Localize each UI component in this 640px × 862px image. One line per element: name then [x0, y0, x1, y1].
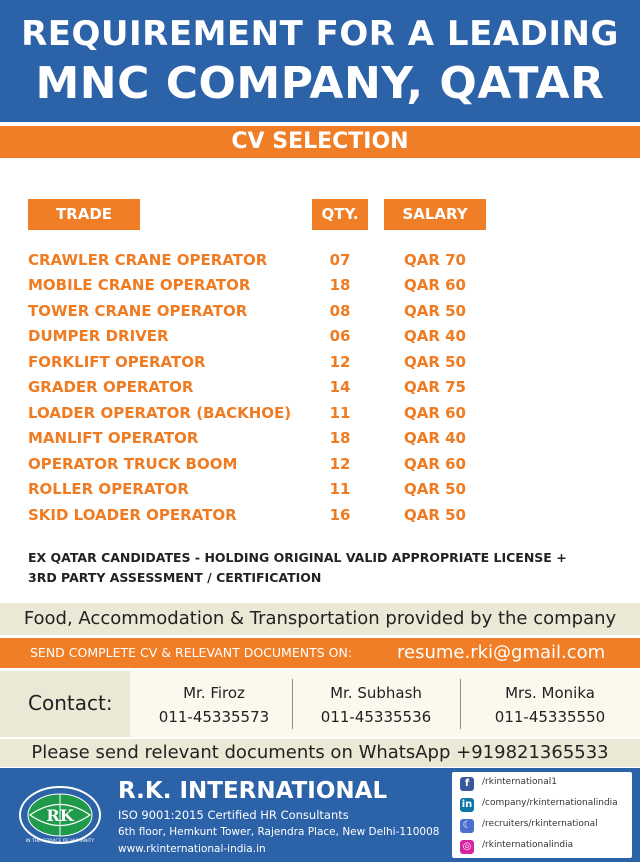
qty-cell: 18 — [329, 276, 351, 294]
contact-person — [130, 681, 298, 729]
social-handle: /rkinternational1 — [482, 777, 557, 787]
qty-column-header: QTY. — [312, 199, 368, 230]
social-handle: /company/rkinternationalindia — [482, 798, 618, 808]
table-row — [0, 480, 640, 504]
table-row — [0, 378, 640, 402]
table-row — [0, 276, 640, 300]
social-links — [452, 772, 632, 858]
trade-cell: SKID LOADER OPERATOR — [28, 506, 237, 524]
trade-cell: DUMPER DRIVER — [28, 327, 169, 345]
salary-cell: QAR 40 — [403, 429, 466, 447]
social-link-instagram[interactable] — [460, 837, 630, 857]
trade-column-header: TRADE — [28, 199, 140, 230]
instagram-icon: ◎ — [460, 840, 474, 854]
salary-column-header: SALARY — [384, 199, 486, 230]
qty-cell: 18 — [329, 429, 351, 447]
eligibility-note-line-1: EX QATAR CANDIDATES - HOLDING ORIGINAL VALID APPROPRIATE LICENSE + — [28, 550, 567, 565]
email-link[interactable]: resume.rki@gmail.com — [397, 642, 606, 663]
contact-section — [0, 671, 640, 737]
salary-cell: QAR 50 — [403, 480, 466, 498]
linkedin-icon: in — [461, 799, 473, 810]
logo-text: RK — [46, 806, 74, 825]
website-link[interactable]: www.rkinternational-india.in — [118, 843, 266, 855]
contact-name: Mr. Firoz — [183, 684, 245, 702]
trade-cell: GRADER OPERATOR — [28, 378, 194, 396]
headline-line-1: REQUIREMENT FOR A LEADING — [21, 14, 619, 54]
social-handle: /recruiters/rkinternational — [482, 819, 598, 829]
eligibility-note-line-2: 3RD PARTY ASSESSMENT / CERTIFICATION — [28, 570, 322, 585]
trade-cell: OPERATOR TRUCK BOOM — [28, 455, 238, 473]
table-row — [0, 251, 640, 275]
send-cv-bar — [0, 638, 640, 668]
social-link-linkedin[interactable] — [460, 795, 630, 815]
contact-list — [130, 671, 640, 737]
whatsapp-bar: Please send relevant documents on WhatsApp +919821365533 — [0, 739, 640, 767]
contact-name: Mr. Subhash — [330, 684, 422, 702]
social-link-naukri[interactable] — [460, 816, 630, 836]
qty-cell: 06 — [329, 327, 351, 345]
social-link-facebook[interactable] — [460, 774, 630, 794]
footer — [0, 768, 640, 862]
table-row — [0, 327, 640, 351]
qty-cell: 16 — [329, 506, 351, 524]
trade-cell: ROLLER OPERATOR — [28, 480, 189, 498]
office-address: 6th floor, Hemkunt Tower, Rajendra Place, New Delhi-110008 — [118, 826, 440, 838]
trade-cell: MANLIFT OPERATOR — [28, 429, 199, 447]
salary-cell: QAR 50 — [403, 302, 466, 320]
table-row — [0, 429, 640, 453]
facebook-icon: f — [460, 777, 474, 791]
contact-phone[interactable]: 011-45335573 — [158, 708, 270, 726]
company-logo — [16, 784, 104, 846]
company-name: R.K. INTERNATIONAL — [118, 778, 388, 804]
social-handle: /rkinternationalindia — [482, 840, 574, 850]
qty-cell: 08 — [329, 302, 351, 320]
trade-cell: CRAWLER CRANE OPERATOR — [28, 251, 268, 269]
table-row — [0, 404, 640, 428]
salary-cell: QAR 60 — [403, 455, 466, 473]
headline-line-2: MNC COMPANY, QATAR — [35, 58, 605, 109]
qty-cell: 11 — [329, 480, 351, 498]
contact-label: Contact: — [28, 691, 113, 715]
trade-cell: MOBILE CRANE OPERATOR — [28, 276, 251, 294]
contact-phone[interactable]: 011-45335550 — [494, 708, 606, 726]
table-row — [0, 506, 640, 530]
salary-cell: QAR 60 — [403, 276, 466, 294]
contact-name: Mrs. Monika — [505, 684, 595, 702]
salary-cell: QAR 40 — [403, 327, 466, 345]
contact-phone[interactable]: 011-45335536 — [320, 708, 432, 726]
salary-cell: QAR 70 — [403, 251, 466, 269]
salary-cell: QAR 75 — [403, 378, 466, 396]
table-row — [0, 455, 640, 479]
qty-cell: 14 — [329, 378, 351, 396]
trade-cell: LOADER OPERATOR (BACKHOE) — [28, 404, 292, 422]
contact-person — [292, 681, 460, 729]
logo-tagline: IN THE SERVICE OF HUMANITY — [25, 839, 95, 844]
salary-cell: QAR 60 — [403, 404, 466, 422]
contact-person — [466, 681, 634, 729]
qty-cell: 07 — [329, 251, 351, 269]
qty-cell: 11 — [329, 404, 351, 422]
trade-cell: TOWER CRANE OPERATOR — [28, 302, 248, 320]
send-cv-label: SEND COMPLETE CV & RELEVANT DOCUMENTS ON: — [30, 645, 353, 660]
qty-cell: 12 — [329, 455, 351, 473]
salary-cell: QAR 50 — [403, 506, 466, 524]
salary-cell: QAR 50 — [403, 353, 466, 371]
benefits-bar: Food, Accommodation & Transportation provided by the company — [0, 603, 640, 635]
contact-divider — [460, 679, 461, 729]
qty-cell: 12 — [329, 353, 351, 371]
header-banner — [0, 0, 640, 122]
naukri-icon: ☾ — [460, 819, 474, 833]
cv-selection-bar: CV SELECTION — [0, 126, 640, 158]
table-row — [0, 302, 640, 326]
eligibility-note — [28, 548, 628, 588]
trade-cell: FORKLIFT OPERATOR — [28, 353, 206, 371]
iso-certification: ISO 9001:2015 Certified HR Consultants — [118, 808, 349, 822]
table-row — [0, 353, 640, 377]
